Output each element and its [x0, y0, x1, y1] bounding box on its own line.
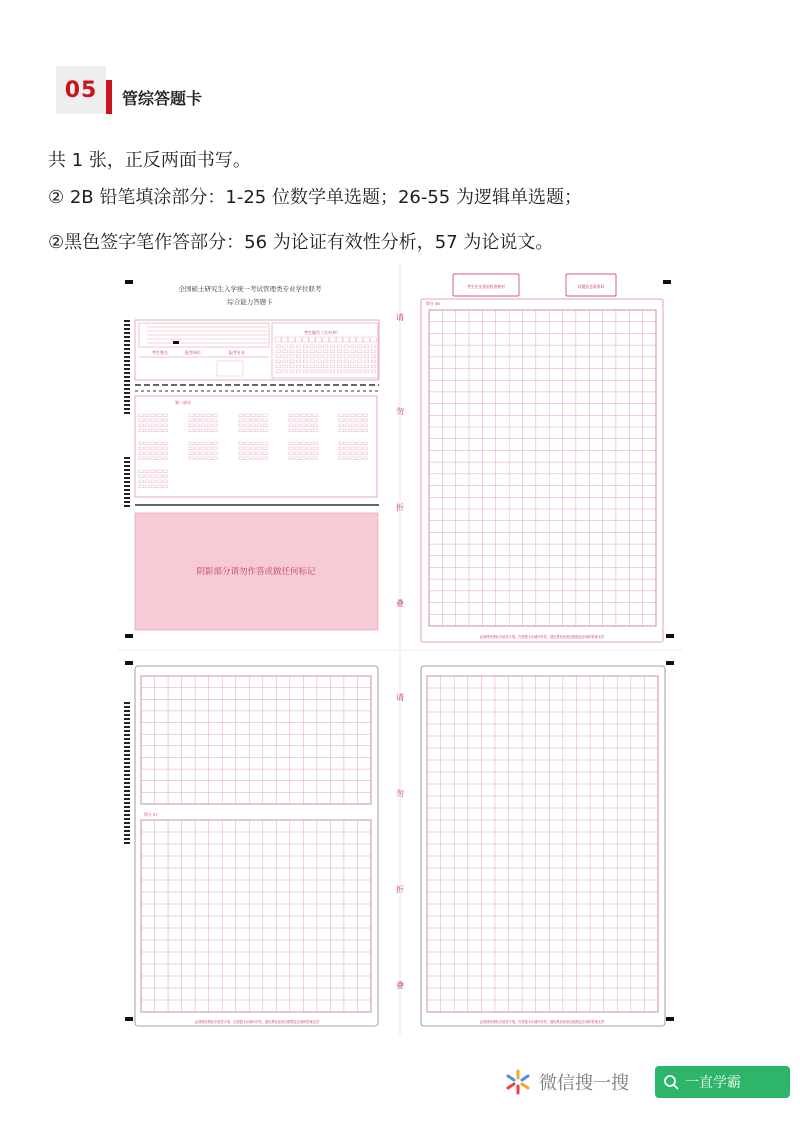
answer-card-drawing	[117, 264, 683, 1036]
grid-bl-writing-grid	[141, 676, 371, 1012]
description-line-1: 共 1 张，正反两面书写。	[48, 150, 251, 171]
footer-note-tr: 必须使用黑色字迹签字笔，在答题卡区域内作答，超出黑色矩形边框限定区域的答案无效	[479, 635, 605, 639]
section-number: 05	[64, 77, 98, 103]
check-box-label: 考生在交卷前检查核对	[467, 284, 505, 289]
sign-label-3: 报考专业	[229, 350, 245, 355]
footer-note-br: 必须使用黑色字迹签字笔，在答题卡区域内作答，超出黑色矩形边框限定区域的答案无效	[479, 1020, 605, 1024]
brand-text: 微信搜一搜	[539, 1073, 629, 1094]
description-line-2: ② 2B 铅笔填涂部分：1-25 位数学单选题；26-55 为逻辑单选题；	[48, 187, 582, 208]
side-char-5: 请	[396, 693, 404, 702]
accent-bar	[106, 80, 112, 114]
side-char-4: 叠	[396, 599, 404, 608]
search-icon	[663, 1074, 679, 1090]
side-char-2: 勿	[396, 407, 404, 416]
section-title: 管综答题卡	[122, 88, 203, 108]
shade-text: 阴影部分请勿作答或做任何标记	[196, 567, 316, 577]
search-button[interactable]	[655, 1066, 790, 1098]
footer-note-bl: 必须使用黑色字迹签字笔，在答题卡区域内作答，超出黑色矩形边框限定区域的答案无效	[194, 1020, 320, 1024]
side-char-8: 叠	[396, 981, 404, 990]
description-line-3: ②黑色签字笔作答部分：56 为论证有效性分析，57 为论说文。	[48, 232, 554, 253]
wechat-search-icon	[503, 1067, 533, 1097]
card-title-1: 全国硕士研究生入学统一考试管理类专业学位联考	[178, 285, 322, 293]
section-header	[56, 66, 202, 114]
sign-label-1: 考生签名	[152, 350, 168, 355]
card-title-2: 综合能力答题卡	[227, 298, 273, 306]
grid-br-writing-grid	[427, 676, 658, 1012]
sign-label-2: 报考单位	[185, 350, 201, 355]
exam-no-label: 考生编号（左对齐）	[304, 330, 340, 335]
wechat-search-brand	[503, 1062, 629, 1102]
side-char-7: 折	[396, 885, 404, 894]
side-char-3: 折	[396, 503, 404, 512]
side-char-6: 勿	[396, 789, 404, 798]
answer-card-image	[117, 264, 683, 1036]
barcode-box-label: 试题信息条形码	[577, 284, 605, 289]
q56-label: 得分 56	[426, 301, 440, 306]
search-query: 一直学霸	[685, 1075, 741, 1091]
side-char-1: 请	[396, 313, 404, 322]
grid-tr-writing-grid	[429, 310, 656, 626]
section-number-box	[56, 66, 106, 114]
q57-label: 得分 57	[144, 812, 158, 817]
section1-label: 第一部分	[175, 400, 191, 405]
